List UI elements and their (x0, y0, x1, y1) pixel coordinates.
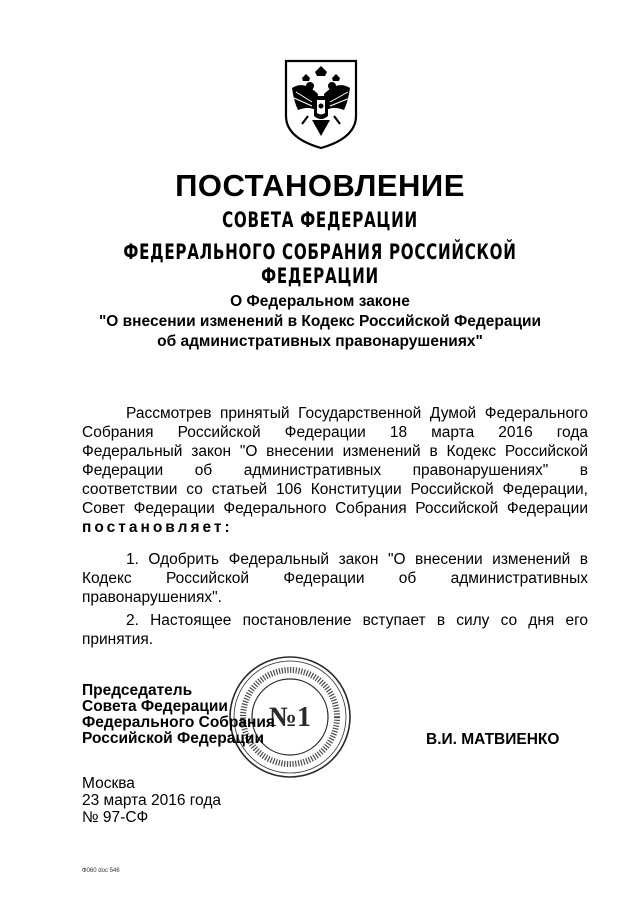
issuer-line-1: СОВЕТА ФЕДЕРАЦИИ (222, 208, 418, 232)
signatory-position (82, 683, 275, 747)
position-line: Федерального Собрания (82, 714, 275, 731)
stamp-number: №1 (268, 702, 312, 733)
issuer-line-2: ФЕДЕРАЛЬНОГО СОБРАНИЯ РОССИЙСКОЙ ФЕДЕРАЦИИ (123, 240, 517, 288)
document-subject (0, 292, 640, 352)
item-line: 1. Одобрить Федеральный закон "О внесении изменений в (126, 551, 588, 568)
position-line: Российской Федерации (82, 730, 264, 747)
preamble-line: Рассмотрев принятый Государственной Думой Федерального (126, 405, 588, 422)
item-line: 2. Настоящее постановление вступает в силу со дня его (126, 612, 588, 629)
date: 23 марта 2016 года (82, 792, 222, 809)
preamble-line: соответствии со статьей 106 Конституции Российской Федерации, (82, 481, 588, 498)
preamble-line: Собрания Российской Федерации 18 марта 2016 года (82, 424, 588, 441)
item-line: правонарушениях". (82, 589, 222, 606)
item-line: принятия. (82, 631, 154, 648)
decision-word: постановляет: (82, 519, 233, 536)
subject-line: О Федеральном законе (230, 293, 410, 310)
preamble-line: Федерации об административных правонарушениях" в (82, 462, 588, 479)
signatory-name: В.И. МАТВИЕНКО (426, 731, 560, 748)
preamble-line: Федеральный закон "О внесении изменений в Кодекс Российской (82, 443, 588, 460)
document-number: № 97-СФ (82, 809, 149, 826)
subject-line: "О внесении изменений в Кодекс Российской Федерации (98, 313, 542, 330)
place-and-date (82, 775, 221, 826)
resolution-item-2 (82, 611, 588, 649)
item-line: Кодекс Российской Федерации об административных (82, 570, 588, 587)
preamble-line: Совет Федерации Федерального Собрания Российской Федерации (82, 500, 588, 517)
document-title: ПОСТАНОВЛЕНИЕ (175, 168, 465, 203)
position-line: Совета Федерации (82, 698, 228, 715)
position-line: Председатель (82, 682, 193, 699)
state-emblem-icon (282, 58, 360, 150)
file-code: Ф060 doc 546 (82, 868, 120, 874)
resolution-item-1 (82, 550, 588, 607)
preamble-paragraph (82, 404, 588, 537)
city: Москва (82, 775, 135, 792)
subject-line: об административных правонарушениях" (157, 333, 483, 350)
